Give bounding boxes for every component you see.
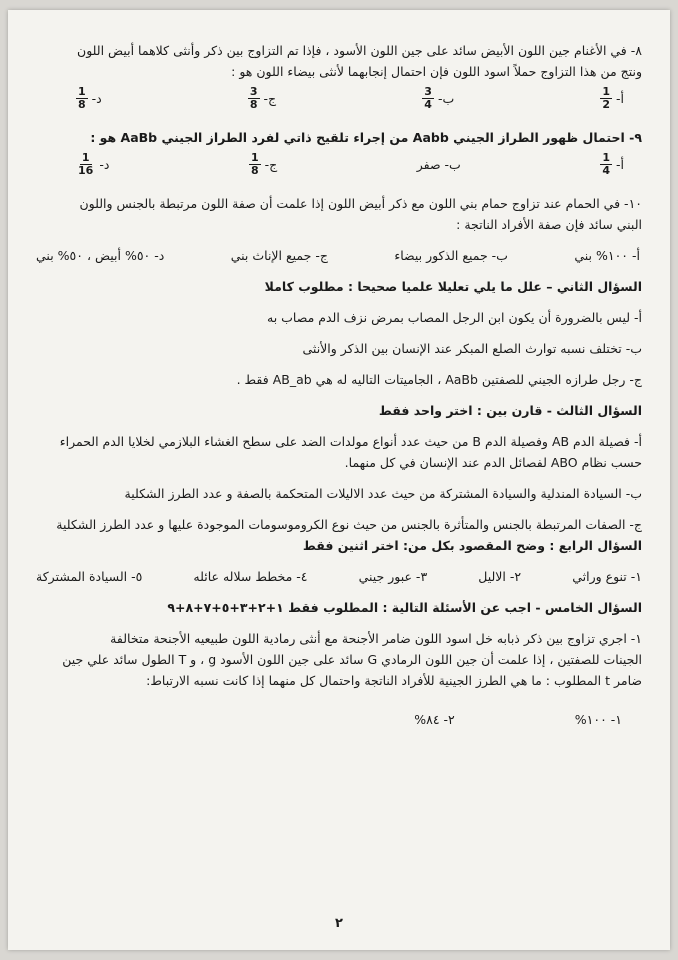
s5-q1-options (36, 709, 622, 730)
choice-label: ب- صفر (416, 157, 461, 172)
s5-q1-line2: الجينات للصفتين ، إذا علمت أن جين اللون الرمادي G سائد على جين اللون الأسود g ، و T الطول سائد علي جين (62, 652, 642, 667)
fraction (249, 152, 261, 177)
q9-line1: ٩- احتمال ظهور الطراز الجيني Aabb من إجراء تلقيح ذاتي لفرد الطراز الجيني AaBb هو : (90, 130, 642, 145)
q10-line2: البني سائد فإن صفة الأفراد الناتجة : (456, 217, 642, 232)
choice-label: د- (99, 157, 110, 172)
fraction-numerator: 1 (78, 85, 86, 98)
fraction-numerator: 1 (81, 151, 90, 164)
fraction-denominator: 8 (250, 164, 259, 177)
s2-item-c: ج- رجل طرازه الجيني للصفتين AaBb ، الجاميتات التاليه له هي AB_ab فقط . (236, 372, 642, 387)
s5-q1-line1: ١- اجري تزاوج بين ذكر ذبابه خل اسود اللون ضامر الأجنحة مع أنثى رمادية اللون طبيعيه الأجنحة متخالفة (110, 631, 642, 646)
q8-choice-d (76, 86, 102, 111)
s2-item-b: ب- تختلف نسبه توارث الصلع المبكر عند الإنسان بين الذكر والأنثى (302, 341, 642, 356)
s4-item-1: ١- تنوع وراثي (572, 569, 642, 584)
s3-item-a: أ- فصيلة الدم AB وفصيلة الدم B من حيث عدد أنواع مولدات الضد على سطح الغشاء البلازمي لخلايا الدم الحمراء (59, 434, 642, 449)
fraction-denominator: 4 (424, 98, 432, 111)
fraction-denominator: 16 (78, 164, 94, 177)
choice-label: أ- (616, 157, 624, 172)
fraction (76, 86, 88, 111)
fraction-numerator: 1 (250, 151, 259, 164)
fraction-numerator: 1 (602, 85, 611, 98)
q8-choice-c (248, 86, 276, 111)
page-content (36, 40, 642, 730)
s4-items (36, 566, 642, 587)
fraction-denominator: 8 (249, 98, 258, 111)
choice-label: ب- (437, 91, 455, 106)
q8-choice-b (422, 86, 454, 111)
section2-title: السؤال الثاني – علل ما يلي تعليلا علميا صحيحا : مطلوب كاملا (264, 279, 642, 294)
fraction-numerator: 1 (602, 151, 611, 164)
s3-item-b: ب- السيادة المندلية والسيادة المشتركة من حيث عدد الاليلات المتحكمة بالصفة و عدد الطرز الشكلية (124, 486, 642, 501)
exam-page (8, 10, 670, 950)
s3-item-c: ج- الصفات المرتبطة بالجنس والمتأثرة بالجنس من حيث نوع الكروموسومات الموجودة عليها و عدد الطرز الشكلية (56, 517, 642, 532)
choice-label: أ- (616, 91, 624, 106)
s5-option-1: ١- ١٠٠% (574, 712, 622, 727)
q10-line1: ١٠- في الحمام عند تزاوج حمام بني اللون مع ذكر أبيض اللون إذا علمت أن صفة اللون مرتبطة بالجنس واللون (79, 196, 642, 211)
fraction (600, 152, 612, 177)
section3-title: السؤال الثالث - قارن بين : اختر واحد فقط (378, 403, 642, 418)
q9-choices (76, 152, 624, 177)
fraction-numerator: 3 (249, 85, 258, 98)
fraction-denominator: 4 (602, 164, 611, 177)
s4-item-2: ٢- الاليل (478, 569, 522, 584)
q9-choice-b (417, 154, 461, 175)
choice-label: د- (91, 91, 102, 106)
q8-choice-a (600, 86, 624, 111)
s4-item-3: ٣- عبور جيني (358, 569, 428, 584)
fraction (76, 152, 95, 177)
q8-line2: ونتج من هذا التزاوج حملاً اسود اللون فإن احتمال إنجابهما لأنثى بيضاء اللون هو : (231, 64, 642, 79)
q10-choices (36, 245, 640, 266)
s4-item-4: ٤- مخطط سلاله عائله (193, 569, 308, 584)
q9-choice-c (249, 152, 277, 177)
q10-choice-d: د- ٥٠% أبيض ، ٥٠% بني (36, 248, 165, 263)
fraction-denominator: 8 (78, 98, 86, 111)
q10-choice-a: أ- ١٠٠% بني (574, 248, 640, 263)
s5-option-2: ٢- ٨٤% (414, 712, 455, 727)
q8-line1: ٨- في الأغنام جين اللون الأبيض سائد على جين اللون الأسود ، فإذا تم التزاوج بين ذكر وأنثى كلاهما أبيض اللون (77, 43, 642, 58)
q9-choice-a (600, 152, 624, 177)
q10-choice-b: ب- جميع الذكور بيضاء (394, 248, 508, 263)
q8-choices (76, 86, 624, 111)
q9-choice-d (76, 152, 109, 177)
fraction (422, 86, 434, 111)
s4-item-5: ٥- السيادة المشتركة (36, 569, 143, 584)
s5-q1-line3: ضامر t المطلوب : ما هي الطرز الجينية للأفراد الناتجة واحتمال كل منهما إذا كانت نسبه الارتباط: (146, 673, 642, 688)
s2-item-a: أ- ليس بالضرورة أن يكون ابن الرجل المصاب بمرض نزف الدم مصاب به (267, 310, 642, 325)
fraction (248, 86, 260, 111)
s3-item-a-cont: حسب نظام ABO لفصائل الدم عند الإنسان في كل منهما. (344, 455, 642, 470)
fraction-denominator: 2 (602, 98, 611, 111)
fraction-numerator: 3 (424, 85, 432, 98)
choice-label: ج- (264, 157, 278, 172)
fraction (600, 86, 612, 111)
q10-choice-c: ج- جميع الإناث بني (230, 248, 328, 263)
section4-title: السؤال الرابع : وضح المقصود بكل من: اختر اثنين فقط (302, 538, 642, 553)
section5-title: السؤال الخامس - اجب عن الأسئلة التالية : المطلوب فقط ١+٢+٣+٥+٧+٨+٩ (167, 600, 642, 615)
choice-label: ج- (263, 91, 277, 106)
page-number: ٢ (335, 916, 343, 931)
